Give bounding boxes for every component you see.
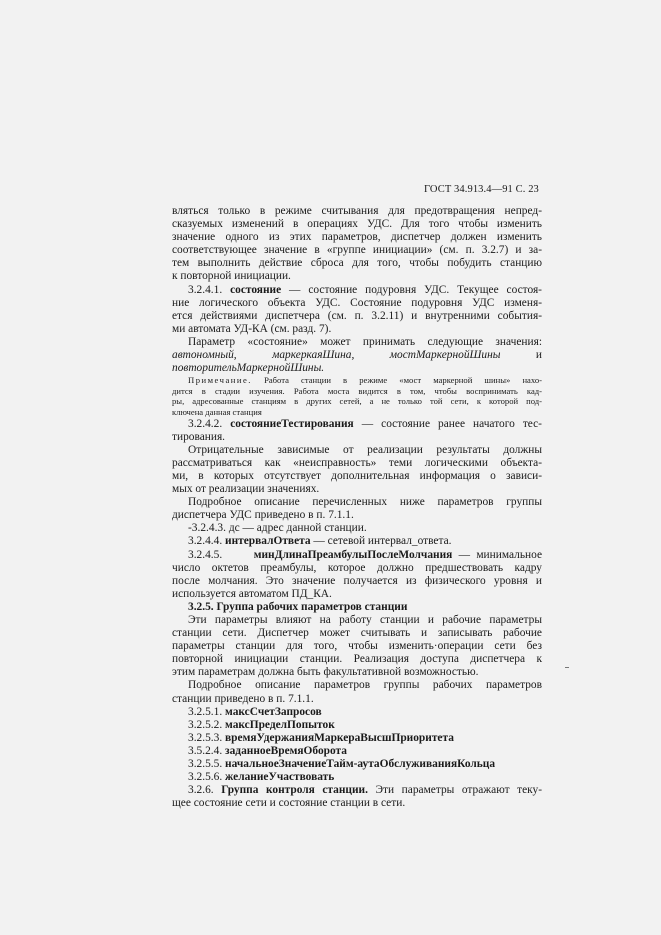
text-line: к повторной инициации. bbox=[172, 270, 291, 283]
list-item bbox=[172, 745, 542, 758]
section-number: 3.2.5.3. bbox=[188, 731, 226, 744]
list-item bbox=[172, 706, 542, 719]
text-line: — состояние ранее начатого тес- bbox=[353, 417, 542, 430]
list-item bbox=[172, 732, 542, 745]
values-line bbox=[172, 349, 542, 362]
text-line: используется автоматом ПД_КА. bbox=[172, 587, 332, 600]
text-line: Параметр «состояние» может принимать следующие значения: bbox=[188, 335, 542, 348]
section-3-2-4-2 bbox=[172, 418, 542, 444]
param-term: интервалОтвета bbox=[225, 535, 311, 548]
page-header: ГОСТ 34.913.4—91 С. 23 bbox=[424, 184, 539, 195]
text-line: тем выполнить действие сброса для того, чтобы побудить станцию bbox=[172, 257, 542, 270]
text-line: Эти параметры отражают теку- bbox=[367, 784, 542, 797]
param-term: максСчетЗапросов bbox=[225, 705, 322, 718]
text-line: ры, адресованные станциям в других сетей, а не только той сети, к которой под- bbox=[172, 396, 542, 407]
text-line: мых от реализации значениях. bbox=[172, 483, 320, 496]
text-line: после молчания. Это значение получается из физического уровня и bbox=[172, 574, 542, 587]
text-line: ется действиями диспетчера (см. п. 3.2.11) и внутренними события- bbox=[172, 309, 542, 322]
value-autonomous: автономный, bbox=[172, 349, 237, 362]
text-line: Работа станции в режиме «мост маркерной шины» нахо- bbox=[251, 375, 542, 386]
text-line: Отрицательные зависимые от реализации результаты должны bbox=[188, 443, 542, 456]
text-line: сказуемых изменений в операциях УДС. Для того чтобы изменить bbox=[172, 218, 542, 231]
text-line: Эти параметры влияют на работу станции и рабочие параметры bbox=[188, 614, 542, 626]
param-term: максПределПопыток bbox=[225, 718, 335, 731]
group-title: Группа контроля станции. bbox=[221, 784, 368, 797]
text-line: значение одного из этих параметров, диспетчер должен изменить bbox=[172, 231, 542, 244]
section-3-2-5-heading: 3.2.5. Группа рабочих параметров станции bbox=[188, 600, 408, 613]
text-line: число октетов преамбулы, которое должно предшествовать кадру bbox=[172, 561, 542, 574]
param-term: начальноеЗначениеТайм-аутаОбслуживанияКольца bbox=[225, 758, 496, 771]
page-content bbox=[172, 205, 542, 810]
section-number: 3.2.4.4. bbox=[188, 535, 226, 548]
text-line: диспетчера УДС приведено в п. 7.1.1. bbox=[172, 509, 354, 522]
section-3-2-4-4 bbox=[172, 535, 542, 548]
param-term: состояниеТестирования bbox=[230, 417, 354, 430]
text-line: — минимальное bbox=[452, 548, 543, 561]
description-paragraph-2 bbox=[172, 679, 542, 705]
text-line: щее состояние сети и состояние станции в сети. bbox=[172, 797, 406, 810]
param-term: состояние bbox=[230, 283, 282, 296]
section-3-2-4-5 bbox=[172, 549, 542, 601]
section-3-2-6 bbox=[172, 784, 542, 810]
text-line: ключена данная станция bbox=[172, 407, 262, 417]
note-label: Примечание. bbox=[188, 375, 252, 386]
value-token-bus: маркеркаяШина, bbox=[272, 349, 355, 362]
text-line: — сетевой интервал_ответа. bbox=[310, 535, 452, 548]
conjunction: и bbox=[535, 349, 542, 362]
section-number: 3.2.4.2. bbox=[188, 417, 231, 430]
value-token-bus-bridge: мостМаркернойШины bbox=[389, 349, 501, 362]
section-3-2-4-1 bbox=[172, 284, 542, 336]
section-3-2-4-3: -3.2.4.3. дс — адрес данной станции. bbox=[188, 522, 367, 535]
param-term: заданноеВремяОборота bbox=[225, 744, 347, 757]
text-line: ми автомата УД-КА (см. разд. 7). bbox=[172, 322, 332, 335]
section-number: 3.2.5.6. bbox=[188, 771, 226, 784]
section-number: 3.2.5.1. bbox=[188, 705, 226, 718]
text-line: рассматриваться как «неисправность» теми логическими объекта- bbox=[172, 456, 542, 469]
description-paragraph-1 bbox=[172, 496, 542, 522]
section-number: 3.2.5.5. bbox=[188, 758, 226, 771]
note-block bbox=[172, 375, 542, 417]
value-token-bus-repeater: повторительМаркернойШины. bbox=[172, 362, 325, 375]
text-line: тирования. bbox=[172, 430, 226, 443]
text-line: повторной инициации станции. Реализация доступа диспетчера к bbox=[172, 653, 542, 666]
list-item bbox=[172, 771, 542, 784]
text-line: соответствующее значение в «группе инициации» (см. п. 3.2.7) и за- bbox=[172, 244, 542, 257]
text-line: Подробное описание параметров группы рабочих параметров bbox=[188, 679, 542, 692]
text-line: параметры станции для того, чтобы изменить·операции сети без bbox=[172, 640, 542, 653]
paragraph-read-only-params bbox=[172, 205, 542, 284]
text-line: — состояние подуровня УДС. Текущее состоя- bbox=[281, 283, 542, 296]
param-term: минДлинаПреамбулыПослеМолчания bbox=[253, 548, 453, 561]
text-line: станции приведено в п. 7.1.1. bbox=[172, 692, 314, 705]
param-term: желаниеУчаствовать bbox=[225, 771, 335, 784]
work-params-paragraph bbox=[172, 614, 542, 679]
list-item bbox=[172, 758, 542, 771]
section-number: 3.2.4.5. bbox=[188, 548, 223, 561]
margin-mark bbox=[565, 667, 569, 668]
text-line: ми, в которых отсутствует дополнительная информация о зависи- bbox=[172, 469, 542, 482]
text-line: вляться только в режиме считывания для предотвращения непред- bbox=[172, 205, 542, 217]
text-line: станции сети. Диспетчер может считывать и записывать рабочие bbox=[172, 627, 542, 640]
list-item bbox=[172, 719, 542, 732]
text-line: ние логического объекта УДС. Состояние подуровня УДС изменя- bbox=[172, 296, 542, 309]
text-line: этим параметрам должна быть факультативной возможностью. bbox=[172, 666, 479, 679]
text-line: дится в стадии изучения. Работа моста видится в том, чтобы воспринимать кад- bbox=[172, 385, 542, 396]
text-line: Подробное описание перечисленных ниже параметров группы bbox=[188, 496, 542, 509]
section-number: 3.2.5.2. bbox=[188, 718, 226, 731]
state-values-paragraph bbox=[172, 336, 542, 375]
section-number: 3.2.4.1. bbox=[188, 283, 231, 296]
section-number: 3.5.2.4. bbox=[188, 744, 226, 757]
section-number: 3.2.6. bbox=[188, 784, 222, 797]
negative-results-paragraph bbox=[172, 444, 542, 496]
param-term: времяУдержанияМаркераВысшПриоритета bbox=[225, 731, 454, 744]
